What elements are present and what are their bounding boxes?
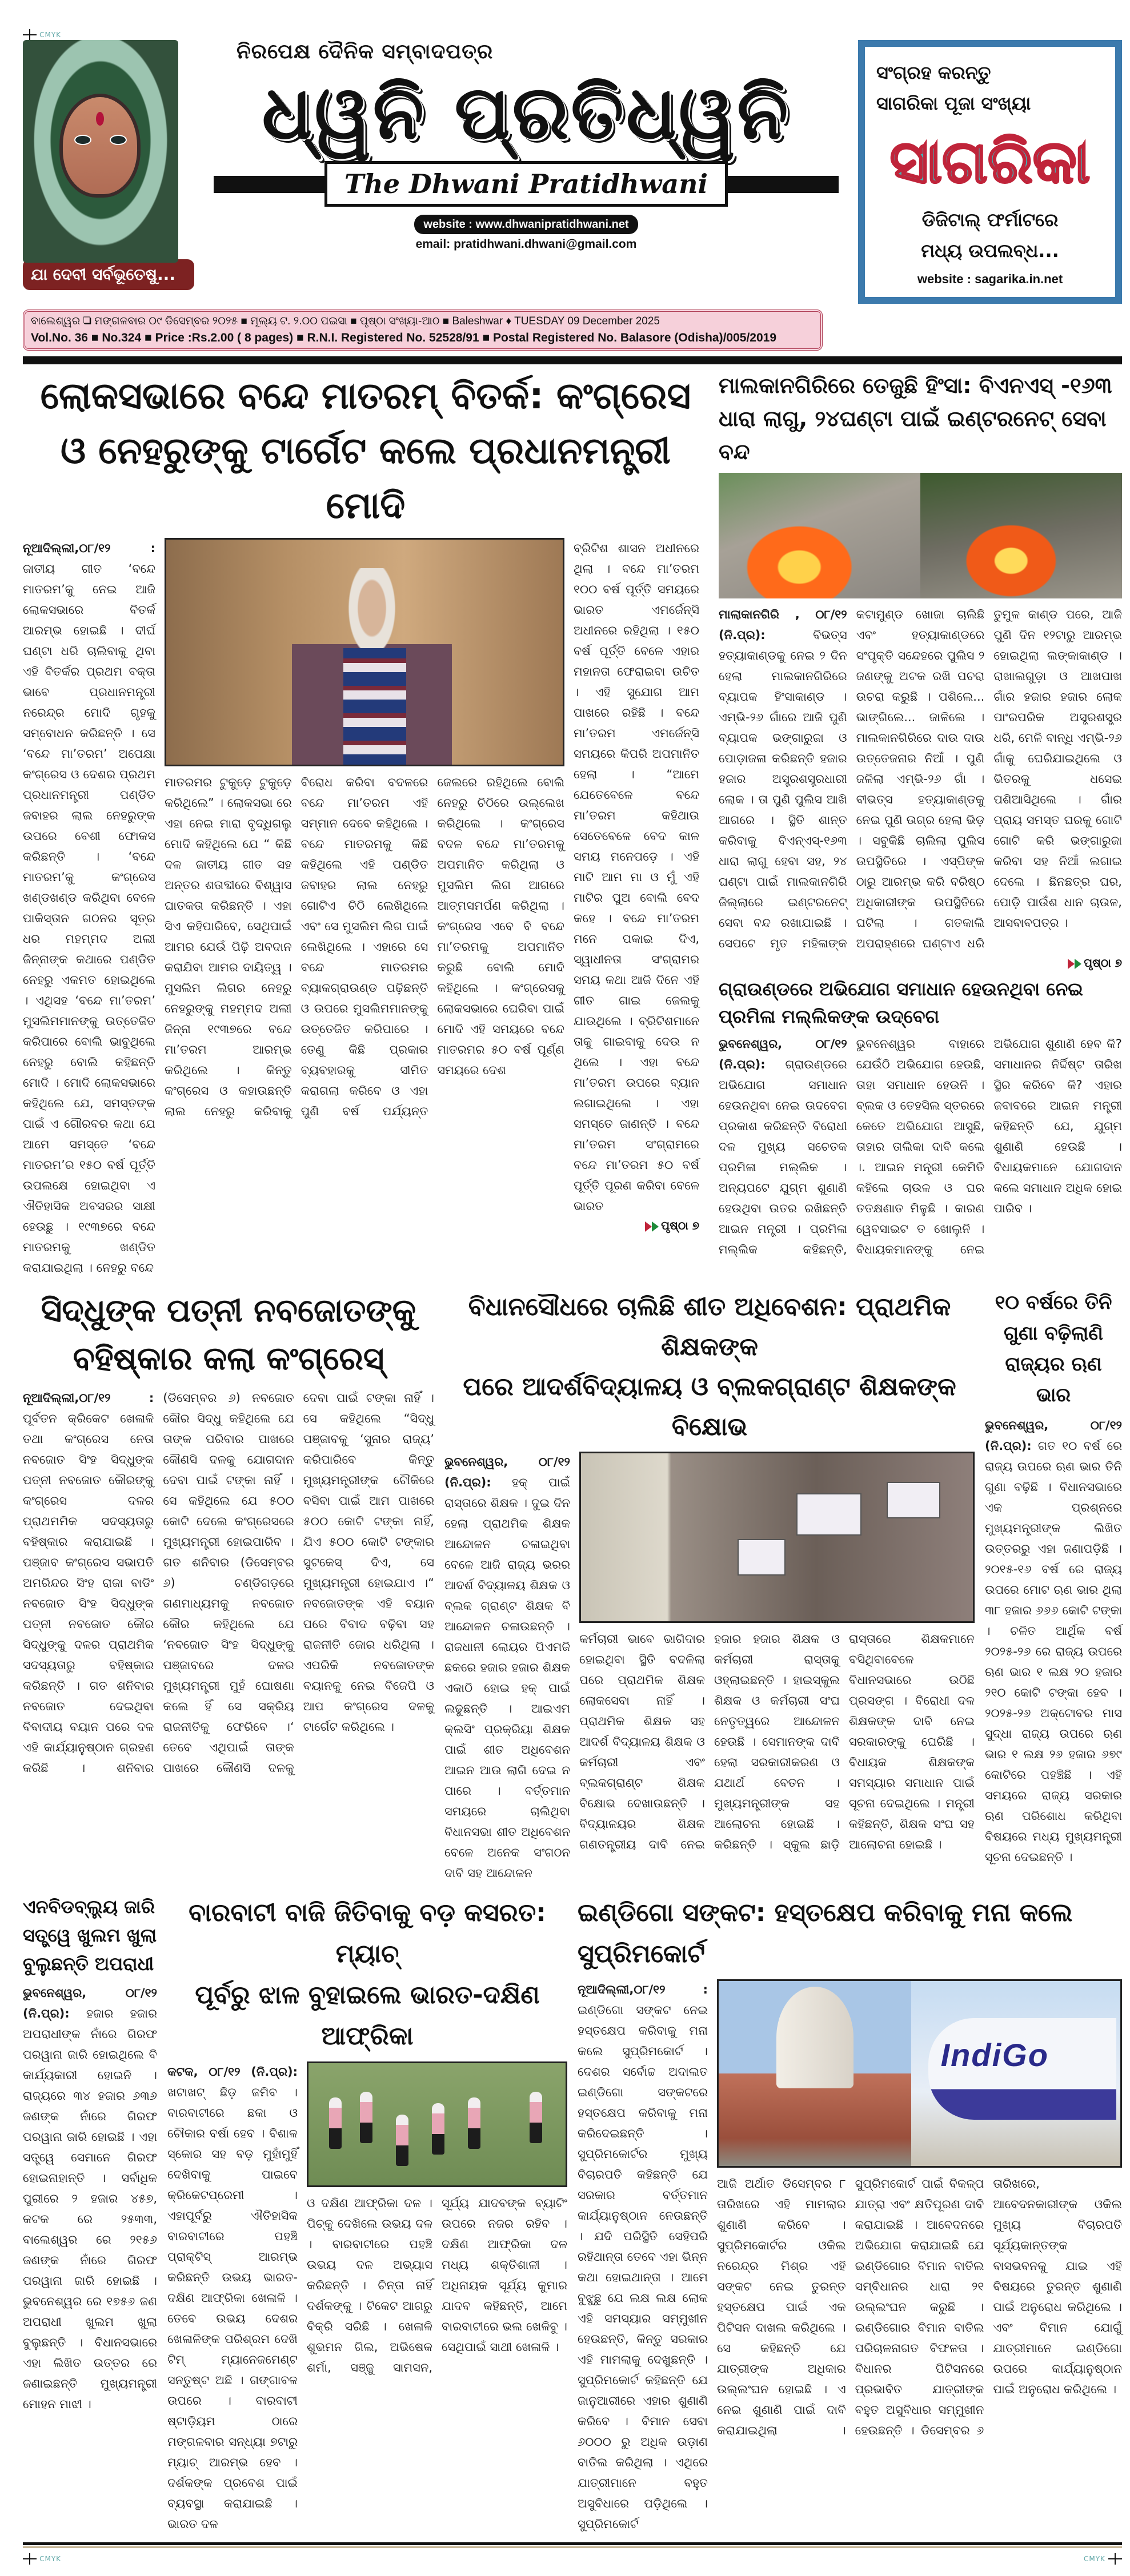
- cricket-col3: ଖେଳାଳି ଶୁଭମନ ଗିଲ, ଅଭିଷେକ ଶର୍ମା, ସଞ୍ଜୁ ସାମସନ, ସୂର୍ଯ୍ୟ ଯାଦବଙ୍କ ବ୍ୟାଟିଂ ଉପରେ ନଜର ରହିବ । ଦକ୍ଷିଣ ଆଫ୍ରିକା ଦଳ ମଧ୍ୟ ଶକ୍ତିଶାଳୀ । ଅଧିନାୟକ ସୂର୍ଯ୍ୟ କୁମାର ଯାଦବ କହିଛନ୍ତି, ଆମେ ବାରବାଟୀରେ ଭଲ ଖେଳିବୁ । ସେଥିପାଇଁ ସାଥୀ ଖେଳାଳି ।: [307, 2196, 567, 2374]
- registration-mark-top-left: [23, 29, 37, 41]
- modi-scarf: [343, 648, 406, 766]
- debt-text: ଗତ ୧୦ ବର୍ଷ ରେ ରାଜ୍ୟ ଉପରେ ଋଣ ଭାର ତିନି ଗୁଣା ବଢ଼ିଛି । ବିଧାନସଭାରେ ଏକ ପ୍ରଶ୍ନରେ ମୁଖ୍ୟମନ୍ତ୍ରୀଙ୍କ ଲିଖିତ ଉତ୍ତରରୁ ଏହା ଜଣାପଡ଼ିଛି । ୨୦୧୫-୧୬ ବର୍ଷ ରେ ରାଜ୍ୟ ଉପରେ ମୋଟ ଋଣ ଭାର ଥିଲା ୩୮ ହଜାର ୬୬୬ କୋଟି ଟଙ୍କା । ଚଳିତ ଆର୍ଥିକ ବର୍ଷ ୨୦୨୫-୨୬ ରେ ରାଜ୍ୟ ଉପରେ ଋଣ ଭାର ୧ ଲକ୍ଷ ୨୦ ହଜାର ୨୧୦ କୋଟି ଟଙ୍କା ହେବ । ୨୦୨୫-୨୬ ଅକ୍ଟୋବର ମାସ ସୁଦ୍ଧା ରାଜ୍ୟ ଉପରେ ଋଣ ଭାର ୧ ଲକ୍ଷ ୨୬ ହଜାର ୬୭୯ କୋଟିରେ ପହଞ୍ଚିଛି । ଏହି ସମୟରେ ରାଜ୍ୟ ସରକାର ଋଣ ପରିଶୋଧ କରିଥିବା ବିଷୟରେ ମଧ୍ୟ ମୁଖ୍ୟମନ୍ତ୍ରୀ ସୂଚନା ଦେଇଛନ୍ତି ।: [985, 1439, 1122, 1864]
- indigo-story: [578, 1892, 1122, 2534]
- sidhu-dateline: ନୂଆଦିଲ୍ଲୀ,୦୮/୧୨ :: [23, 1391, 154, 1405]
- debt-headline: [985, 1287, 1122, 1410]
- malkangiri-body: [719, 604, 1122, 954]
- sagarika-logo: ସାଗରିକା: [889, 127, 1091, 196]
- pramila-col3: ୱେବସାଇଟ ତ ଖୋଲୁନି । ବିଧାୟକମାନଙ୍କୁ ନେଇ ଅଭିଯୋଗ ଶୁଣାଣି ହେବ କି? ସମାଧାନର ନିର୍ଦ୍ଦିଷ୍ଟ ତାରିଖ ସ୍ଥିର କରିବେ କି? ଏହାର ଜବାବରେ ଆଇନ ମନ୍ତ୍ରୀ କହିଛନ୍ତି ଯେ, ଯୁଗ୍ମ ଶୁଣାଣି ହେଉଛି । ବିଧାୟକମାନେ ଯୋଗଦାନ କଲେ ସମାଧାନ ଅଧିକ ହୋଇ ପାରିବ ।: [856, 1037, 1122, 1256]
- burning-goods-image: [719, 473, 920, 598]
- cricket-col2: ଓ ଦକ୍ଷିଣ ଆଫ୍ରିକା ଦଳ । ପିଚ୍‌କୁ ଦେଖିଲେ ଉଭୟ ଦଳ । ବାରବାଟୀରେ ପହଞ୍ଚି ଉଭୟ ଦଳ ଅଭ୍ୟାସ କରିଛନ୍ତି । ଚିନ୍ତା ନାହିଁ ଦର୍ଶକଙ୍କୁ । ଟିକେଟ ଆଗରୁ ବିକ୍ରି ସରିଛି ।: [307, 2196, 432, 2333]
- malkangiri-headline-line2: ଧାରା ଲାଗୁ, ୨୪ଘଣ୍ଟା ପାଇଁ ଇଣ୍ଟରନେଟ୍ ସେବା ବନ୍ଦ: [719, 406, 1107, 464]
- lead-continued-text: ପୃଷ୍ଠା ୭: [661, 1219, 699, 1232]
- sagarika-ad-line4: ମଧ୍ୟ ଉପଲବ୍ଧ...: [921, 240, 1059, 262]
- lead-story-body: [23, 538, 708, 1278]
- print-marks-top: [23, 29, 1122, 40]
- debt-dateline: ଭୁବନେଶ୍ୱର, ୦୮/୧୨ (ନି.ପ୍ର):: [985, 1418, 1122, 1453]
- vidhansoudha-col3: ବିଦ୍ୟାଳୟର ଶିକ୍ଷକ ଗଣତନ୍ତ୍ରୀୟ ଦାବି ନେଇ ହଜାର ହଜାର ଶିକ୍ଷକ ଓ କର୍ମଚାରୀ ରାସ୍ତାକୁ ଓହ୍ଲାଇଛନ୍ତି । ହାଇସ୍କୁଲ ଶିକ୍ଷକ ଓ କର୍ମଚାରୀ ସଂଘ ନେତୃତ୍ୱରେ ଆନ୍ଦୋଳନ ହେଉଛି । ସେମାନଙ୍କ ଦାବି ହେଲା ସରକାରୀକରଣ ଓ ଯଥାର୍ଥ ବେତନ । ମୁଖ୍ୟମନ୍ତ୍ରୀଙ୍କ ସହ ଆଲୋଚନା ହୋଇଛି ।: [579, 1632, 840, 1851]
- sagarika-ad-inner: [865, 47, 1115, 297]
- nbw-headline: [23, 1892, 157, 1978]
- pramila-dateline: ଭୁବନେଶ୍ୱର, ୦୮/୧୨ (ନି.ପ୍ର):: [719, 1037, 847, 1071]
- indigo-col4: ବହୁତ ଅସୁବିଧାର ସମ୍ମୁଖୀନ ହେଉଛନ୍ତି । ଡିସେମ୍ବର ୬ ତାରିଖରେ, ଆବେଦନକାରୀଙ୍କ ଓକିଲ ମୁଖ୍ୟ ବିଚାରପତି ସୂର୍ଯ୍ୟକାନ୍ତଙ୍କ ବାସଭବନକୁ ଯାଇ ଏହି ବିଷୟରେ ତୁରନ୍ତ ଶୁଣାଣି ପାଇଁ ଅନୁରୋଧ କରିଥିଲେ । ଏବଂ ବିମାନ ଯୋଗୁଁ ଯାତ୍ରୀମାନେ ଇଣ୍ଡିଗୋ ଉପରେ କାର୍ଯ୍ୟାନୁଷ୍ଠାନ ପାଇଁ ଅନୁରୋଧ କରିଥିଲେ ।: [855, 2177, 1122, 2437]
- page-bottom-rule: [23, 2542, 1122, 2545]
- pramila-col2: ଭୁବନେଶ୍ୱର ବାହାରେ ଯେଉଁଠି ଅଭିଯୋଗ ହେଉଛି, ତାହା ସମାଧାନ ହେଉନି । ବ୍ଲକ ଓ ତେହସିଲ ସ୍ତରରେ କେତେ ଅଭିଯୋଗ ଆସୁଛି, ତାହାର ତାଲିକା ଦାବି କଲେ ।. ଆଇନ ମନ୍ତ୍ରୀ କେମିତି କହିଲେ ଚାଉଳ ଓ ଘର ତତକ୍ଷଣାତ ମିଳୁଛି । କାରଣ: [856, 1037, 985, 1215]
- cricket-headline-line1: ବାରବାଟୀ ବାଜି ଜିତିବାକୁ ବଡ଼ କସରତ: ମ୍ୟାଚ୍: [189, 1898, 546, 1968]
- vidhansoudha-dateline: ଭୁବନେଶ୍ୱର, ୦୮/୧୨ (ନି.ପ୍ର):: [444, 1455, 570, 1489]
- indigo-col2: ଆଜି ଅର୍ଥାତ ଡିସେମ୍ବର ୮ ତାରିଖରେ ଏହି ମାମଲାର ଶୁଣାଣି କରିବେ । ସୁପ୍ରିମକୋର୍ଟର ଓକିଲ ନରେନ୍ଦ୍ର ମିଶ୍ର ଏହି ସଙ୍କଟ ନେଇ ତୁରନ୍ତ ହସ୍ତକ୍ଷେପ ପାଇଁ ଏକ ପିଟିସନ ଦାଖଲ କରିଥିଲେ । ସେ କହିଛନ୍ତି ଯେ ଯାତ୍ରୀଙ୍କ ଅଧିକାର ଉଲ୍ଲଂଘନ ହୋଇଛି । ଏ ନେଇ ଶୁଣାଣି ପାଇଁ ଦାବି କରାଯାଇଥିଲା । ସୁପ୍ରିମକୋର୍ଟ: [717, 2177, 916, 2437]
- pramila-col1: ଗ୍ରାଉଣ୍ଡରେ ଅଭିଯୋଗ ସମାଧାନ ହେଉନଥିବା ନେଇ ଉଦବେଗ ପ୍ରକାଶ କରିଛନ୍ତି ବିରୋଧୀ ଦଳ ମୁଖ୍ୟ ସଚେତକ ପ୍ରମିଳା ମଲ୍ଲିକ । ଅନ୍ୟପଟେ ଯୁଗ୍ମ ଶୁଣାଣି ହେଉଥିବା ଉତର ରଖିଛନ୍ତି ଆଇନ ମନ୍ତ୍ରୀ । ପ୍ରମିଳା ମଲ୍ଲିକ କହିଛନ୍ତି,: [719, 1058, 847, 1256]
- cricket-story: [167, 1892, 567, 2534]
- indigo-cols-2-4: [717, 2173, 1122, 2441]
- arrow-green-icon: [652, 1221, 659, 1232]
- registration-mark-bottom-left: [23, 2553, 37, 2565]
- nbw-dateline: ଭୁବନେଶ୍ୱର, ୦୮/୧୨ (ନି.ପ୍ର):: [23, 1986, 157, 2020]
- malkangiri-col2: ମହିଳାଙ୍କ କଟାମୁଣ୍ଡ ଖୋଜା ଚାଲିଛି ଏବଂ ହତ୍ୟାକାଣ୍ଡରେ ସଂପୃକ୍ତି ସନ୍ଦେହରେ ପୁଲିସ ୨ ଜଣଙ୍କୁ ଅଟକ ରଖି ପଚରା ଉଚରା କରୁଛି । ପଶିଲେ... ଭାଙ୍ଗିଲେ... ଜାଳିଲେ । ମାଲକାନଗିରିରେ ଦାଉ ଦାଉ ଉତ୍ତେଜନାର ନିଆଁ । ପୁଣି ଜଳିଲା ଏମ୍ଭି-୨୬ ଗାଁ । ବୀଭତ୍ସ ହତ୍ୟାକାଣ୍ଡକୁ ନେଇ ପୁଣି ଉଗ୍ର ହେଲା ଭିଡ଼ । ସବୁକିଛି ଚାଲିଲା ପୁଲିସ ଉପସ୍ଥିତିରେ । ଏସ୍‌ପିଙ୍କ ଠାରୁ ଆରମ୍ଭ କରି ବରିଷ୍ଠ ଅଧିକାରୀଙ୍କ ଉପସ୍ଥିତିରେ ଘଟିଲା । ଗତକାଲି ଅପରାହ୍ଣରେ ଘଣ୍ଟାଏ: [802, 608, 985, 950]
- lead-story: [23, 369, 708, 1278]
- vidhansoudha-text-1: ହକ୍ ପାଇଁ ରାସ୍ତାରେ ଶିକ୍ଷକ । ଦୁଇ ଦିନ ହେଲା ପ୍ରାଥମିକ ଶିକ୍ଷକ ଆନ୍ଦୋଳନ ଚଳାଇଥିବା ବେଳେ ଆଜି ରାଜ୍ୟ ଭରର ଆଦର୍ଶ ବିଦ୍ୟାଳୟ ଶିକ୍ଷକ ଓ ବ୍ଲକ ଗ୍ରାଣ୍ଟ ଶିକ୍ଷକ ବି ଆନ୍ଦୋଳନ ଚଳାଉଛନ୍ତି । ରାଜଧାନୀ ଲୋୟର ପିଏମଜି ଛକରେ ହଜାର ହଜାର ଶିକ୍ଷକ ଏକାଠି ହୋଇ ହକ୍ ପାଇଁ ଲଢୁଛନ୍ତି । ଆଇଏମ କ୍ଲସିଂ ପ୍ରକ୍ରିୟା ଶିକ୍ଷକ ପାଇଁ ଶୀତ ଅଧିବେଶନ ଆଇନ ଆଉ ଲାଗି ଦେଇ ନ ପାରେ । ବର୍ତ୍ତମାନ ସମୟରେ ଚାଲିଥିବା ବିଧାନସଭା ଶୀତ ଅଧିବେଶନ ବେଳେ ଅନେକ ସଂଗଠନ ଦାବି ସହ ଆନ୍ଦୋଳନ: [444, 1476, 570, 1880]
- print-marks-bottom-left: [23, 2553, 61, 2565]
- lead-story-col1: [23, 538, 155, 1278]
- cricket-text-1: ଖଟାଖଟ୍ ଛିଡ଼ ଜମିବ । ବାରବାଟୀରେ ଛକା ଓ ଚୌକାର ବର୍ଷା ହେବ । ବିଶାଳ ସ୍କୋର ସହ ବଡ଼ ମୁହାଁମୁହିଁ ଦେଖିବାକୁ ପାଇବେ କ୍ରିକେଟପ୍ରେମୀ । ଏହାପୂର୍ବରୁ ଐତିହାସିକ ବାରବାଟୀରେ ପହଞ୍ଚି ପ୍ରାକ୍ଟିସ୍ ଆରମ୍ଭ କରିଛନ୍ତି ଉଭୟ ଭାରତ-ଦକ୍ଷିଣ ଆଫ୍ରିକା ଖେଳାଳି । ତେବେ ଉଭୟ ଦେଶର ଖେଳାଳିଙ୍କ ପରିଶ୍ରମ ଦେଖି ଟିମ୍ ମ୍ୟାନେଜମେଣ୍ଟ ସନ୍ତୁଷ୍ଟ ଅଛି । ଗଙ୍ଗାବଳ ଉପରେ । ବାରବାଟୀ ଷ୍ଟାଡ଼ିୟମ ଠାରେ ମଙ୍ଗଳବାର ସନ୍ଧ୍ୟା ୭ଟାରୁ ମ୍ୟାଚ୍ ଆରମ୍ଭ ହେବ । ଦର୍ଶକଙ୍କ ପ୍ରବେଶ ପାଇଁ ବ୍ୟବସ୍ଥା କରାଯାଇଛି । ଭାରତ ଦଳ: [167, 2085, 298, 2531]
- goddess-eye-right: [110, 135, 127, 145]
- vidhansoudha-headline-line1: ବିଧାନସୌଧରେ ଚାଲିଛି ଶୀତ ଅଧିବେଶନ: ପ୍ରାଥମିକ ଶିକ୍ଷକଙ୍କ: [468, 1292, 951, 1361]
- cmyk-label-bottom-left: CMYK: [39, 2555, 62, 2563]
- sagarika-ad-line3: ଡିଜିଟାଲ୍ ଫର୍ମାଟରେ: [921, 209, 1059, 231]
- registration-mark-bottom-right: [1108, 2553, 1122, 2565]
- debt-headline-line2: ଗୁଣା ବଢ଼ିଲାଣି: [1003, 1322, 1104, 1345]
- vidhansoudha-body: [444, 1452, 975, 1883]
- malkangiri-headline: [719, 369, 1122, 468]
- cricket-body: [167, 2061, 567, 2534]
- cmyk-label-top-left: CMYK: [39, 31, 62, 39]
- page-bottom-rule-secondary: [23, 2546, 1122, 2548]
- indigo-logo-graphic: IndiGo: [940, 2037, 1049, 2073]
- malkangiri-col1: ବିଭତ୍ସ ହତ୍ୟାକାଣ୍ଡକୁ ନେଇ ୨ ଦିନ ହେଲା ମାଲକାନଗିରିରେ ବ୍ୟାପକ ହିଂସାକାଣ୍ଡ । ଏମ୍ଭି-୨୬ ଗାଁରେ ଆଜି ପୁଣି ବ୍ୟାପକ ଭଙ୍ଗାରୁଜା ଓ ପୋଡ଼ାଜଳା କରିଛନ୍ତି ହଜାର ହଜାର ଅସ୍ତ୍ରଶସ୍ତ୍ରଧାରୀ ଲୋକ । ତା ପୁଣି ପୁଲିସ ଆଖି ଆଗରେ । ସ୍ଥିତି ଶାନ୍ତ କରିବାକୁ ବିଏନ୍ଏସ୍-୧୬୩ ଧାରା ଲାଗୁ ହେବା ସହ, ୨୪ ଘଣ୍ଟା ପାଇଁ ମାଲକାନଗିରି ଜିଲ୍ଲାରେ ଇଣ୍ଟରନେଟ୍ ସେବା ବନ୍ଦ ରଖାଯାଇଛି । ସେପଟେ ମୃତ: [719, 628, 847, 950]
- vidhansoudha-cols-2-4: [579, 1629, 975, 1855]
- masthead-tagline: ନିରପେକ୍ଷ ଦୈନିକ ସମ୍ବାଦପତ୍ର: [237, 40, 494, 63]
- sidhu-headline-line2: ବହିଷ୍କାର କଲା କଂଗ୍ରେସ୍: [73, 1340, 384, 1377]
- vidhansoudha-headline: [444, 1287, 975, 1447]
- goddess-face: [63, 97, 137, 194]
- vidhansoudha-right: [579, 1452, 975, 1883]
- goddess-durga-image: [23, 40, 178, 263]
- nbw-headline-line1: ଏନବିଡବ୍ଲ୍ୟୁ ଜାରି: [23, 1896, 155, 1918]
- malkangiri-continued-text: ପୃଷ୍ଠା ୭: [1084, 956, 1122, 970]
- supreme-court-building: [719, 1981, 911, 2166]
- title-english-block: [214, 161, 839, 208]
- nbw-headline-line3: ବୁଲୁଛନ୍ତି ଅପରାଧୀ: [23, 1953, 154, 1975]
- malkangiri-dateline: ମାଲାକାନଗିରି , ୦୮/୧୨ (ନି.ପ୍ର):: [719, 608, 847, 642]
- section-middle-stories: [23, 1287, 1122, 1883]
- cricket-headline: [167, 1892, 567, 2057]
- arrow-red-icon: [645, 1221, 652, 1232]
- malkangiri-violence-photo: [719, 473, 1122, 598]
- devi-caption: ଯା ଦେବୀ ସର୍ବଭୂତେଷୁ...: [23, 259, 194, 290]
- arrow-red-icon: [1068, 959, 1075, 969]
- issue-info-english-line: Vol.No. 36 ■ No.324 ■ Price :Rs.2.00 ( 8 pages) ■ R.N.I. Registered No. 52528/91 ■ Postal Registered No. Balasore (Odisha)/005/2019: [31, 331, 777, 344]
- pramila-body: [719, 1034, 1122, 1260]
- indigo-col1: [578, 1979, 708, 2534]
- issue-info-box: [23, 310, 823, 351]
- vidhansoudha-story: [444, 1287, 975, 1883]
- player-figure: [329, 2097, 342, 2149]
- debt-body: [985, 1415, 1122, 1867]
- goddess-bindi: [96, 112, 104, 126]
- nbw-story: [23, 1892, 157, 2414]
- cricket-cols-2-3: [307, 2193, 567, 2378]
- player-figure: [468, 2097, 480, 2149]
- teachers-protest-photo: [579, 1452, 975, 1623]
- lead-story-cols-2-4: [165, 772, 564, 1122]
- newspaper-title-english: The Dhwani Pratidhwani: [324, 161, 728, 207]
- lead-headline: [23, 369, 708, 533]
- cmyk-label-bottom-right: CMYK: [1083, 2555, 1105, 2563]
- lead-continued-marker[interactable]: [574, 1219, 699, 1232]
- vidhansoudha-col1: [444, 1452, 570, 1883]
- goddess-eye-left: [74, 135, 91, 145]
- debt-headline-line3: ରାଜ୍ୟର ଋଣ ଭାର: [1005, 1353, 1102, 1406]
- indigo-aircraft: [911, 1981, 1120, 2166]
- indigo-right: [717, 1979, 1122, 2534]
- cricket-practice-photo: [307, 2061, 567, 2187]
- sagarika-website-link[interactable]: website : sagarika.in.net: [917, 272, 1063, 286]
- nbw-body: [23, 1983, 157, 2414]
- section-top-stories: [23, 369, 1122, 1278]
- indigo-body: [578, 1979, 1122, 2534]
- player-figure: [432, 2103, 444, 2155]
- print-marks-bottom: [23, 2553, 1122, 2565]
- lead-story-col5-wrap: [574, 538, 699, 1278]
- sagarika-ad-line1: ସଂଗ୍ରହ କରନ୍ତୁ: [876, 62, 991, 83]
- print-marks-bottom-right: [1084, 2553, 1122, 2565]
- indigo-text-1: ଇଣ୍ଡିଗୋ ସଙ୍କଟ ନେଇ ହସ୍ତକ୍ଷେପ କରିବାକୁ ମନା କଲେ ସୁପ୍ରିମକୋର୍ଟ । ଦେଶର ସର୍ବୋଚ୍ଚ ଅଦାଲତ ଇଣ୍ଡିଗୋ ସଙ୍କଟରେ ହସ୍ତକ୍ଷେପ କରିବାକୁ ମନା କରିଦେଇଛନ୍ତି । ସୁପ୍ରିମକୋର୍ଟର ମୁଖ୍ୟ ବିଚାରପତି କହିଛନ୍ତି ଯେ ସରକାର ବର୍ତ୍ତମାନ କାର୍ଯ୍ୟାନୁଷ୍ଠାନ ନେଉଛନ୍ତି । ଯଦି ପରିସ୍ଥିତି ସେହିପରି ରହିଥାନ୍ତା ତେବେ ଏହା ଭିନ୍ନ କଥା ହୋଇଥାନ୍ତା । ଆମେ ବୁଝୁଛୁ ଯେ ଲକ୍ଷ ଲକ୍ଷ ଲୋକ ଏହି ସମସ୍ୟାର ସମ୍ମୁଖୀନ ହେଉଛନ୍ତି, କିନ୍ତୁ ସରକାର ଏହି ମାମଲାକୁ ଦେଖୁଛନ୍ତି । ସୁପ୍ରିମକୋର୍ଟ କହିଛନ୍ତି ଯେ ଜାନୁଆରୀରେ ଏହାର ଶୁଣାଣି କରିବେ । ବିମାନ ସେବା ୬୦୦୦ ରୁ ଅଧିକ ଉଡ଼ାଣ ବାତିଲ କରିଥିଲା । ଏଥିରେ ଯାତ୍ରୀମାନେ ବହୁତ ଅସୁବିଧାରେ ପଡ଼ିଥିଲେ । ସୁପ୍ରିମକୋର୍ଟ: [578, 2003, 708, 2531]
- malkangiri-col3: ଧରି ତୁମୁଳ କାଣ୍ଡ ପରେ, ଆଜି ପୁଣି ଦିନ ୧୨ଟାରୁ ଆରମ୍ଭ ହୋଇଥିଲା ଲଙ୍କାକାଣ୍ଡ । ରାଖାଲଗୁଡ଼ା ଓ ଆଖପାଖ ଗାଁର ହଜାର ହଜାର ଲୋକ ପାଂରପରିକ ଅସ୍ତ୍ରଶସ୍ତ୍ର ଧରି, ମେଳି ବାନ୍ଧି ଏମ୍ଭି-୨୬ ଗାଁକୁ ଘେରିଯାଇଥିଲେ ଓ ଭିତରକୁ ଧସେଇ ପଶିଆସିଥିଲେ । ଗାଁର ପ୍ରାୟ ସମସ୍ତ ଘରକୁ ଗୋଟି ଗୋଟି କରି ଭଙ୍ଗାରୁଜା କରିବା ସହ ନିଆଁ ଲଗାଇ ଦେଲେ । ଛିନଛତ୍ର ଘର, ପୋଡ଼ି ପାଉଁଶ ଧାନ ଚାଉଳ, ଆସବାବପତ୍ର ।: [967, 608, 1122, 950]
- debt-story: [985, 1287, 1122, 1867]
- sidhu-headline-line1: ସିଦ୍ଧୁଙ୍କ ପତ୍ନୀ ନବଜୋତଙ୍କୁ: [41, 1292, 416, 1329]
- supreme-court-dome: [776, 1987, 853, 2088]
- malkangiri-headline-line1: ମାଲକାନଗିରିରେ ତେଜୁଛି ହିଂସା: ବିଏନଏସ୍ -୧୬୩: [719, 373, 1112, 398]
- vidhansoudha-headline-line2: ପରେ ଆଦର୍ଶବିଦ୍ୟାଳୟ ଓ ବ୍ଲକଗ୍ରାଣ୍ଟ ଶିକ୍ଷକଙ୍କ ବିକ୍ଷୋଭ: [463, 1372, 956, 1441]
- newspaper-title-odia: ଧ୍ୱନି ପ୍ରତିଧ୍ୱନି: [262, 69, 791, 156]
- email-link[interactable]: email: pratidhwani.dhwani@gmail.com: [415, 238, 637, 251]
- sidhu-col2: କରିଛି । ଶନିବାର (ଡିସେମ୍ବର ୬) ନବଜୋତ କୌର ସିଦ୍ଧୁ କହିଥିଲେ ଯେ ତାଙ୍କ ପରିବାର ପାଖରେ କୌଣସି ଦଳକୁ ଯୋଗଦାନ ଦେବା ପାଇଁ ଟଙ୍କା ନାହିଁ । ସେ କହିଥିଲେ ଯେ ୫୦୦ କୋଟି ଦେଲେ କଂଗ୍ରେସରେ ମୁଖ୍ୟମନ୍ତ୍ରୀ ହୋଇପାରିବ । ଗତ ଶନିବାର (ଡିସେମ୍ବର ୬) ଚଣ୍ଡିଗଡ଼ରେ ଗଣମାଧ୍ୟମକୁ ନବଜୋତ କୌର କହିଥିଲେ ଯେ ‘ନବଜୋତ ସିଂହ ସିଦ୍ଧୁଙ୍କୁ ପଞ୍ଜାବରେ ଦଳର ମୁଖ୍ୟମନ୍ତ୍ରୀ ମୁହଁ ଘୋଷଣା କଲେ ହିଁ ସେ ସକ୍ରିୟ ରାଜନୀତିକୁ ଫେରିବେ ।‘ ତେବେ ଏଥିପାଇଁ: [23, 1391, 294, 1775]
- protest-placard: [738, 1539, 786, 1576]
- indigo-headline: ଇଣ୍ଡିଗୋ ସଙ୍କଟ: ହସ୍ତକ୍ଷେପ କରିବାକୁ ମନା କଲେ ସୁପ୍ରିମକୋର୍ଟ: [578, 1898, 1073, 1968]
- issue-info-odia-line: ବାଲେଶ୍ୱର ❑ ମଙ୍ଗଳବାର ୦୯ ଡିସେମ୍ବର ୨୦୨୫ ■ ମୂଲ୍ୟ ଟ. ୨.୦୦ ପଇସା ■ ପୃଷ୍ଠା ସଂଖ୍ୟା-ଆଠ ■ Baleshwar ♦ TUESDAY 09 December 2025: [31, 315, 660, 327]
- lead-story-col2: ମାତରମର ଟୁକୁଡ଼େ ଟୁକୁଡ଼େ କରିଥିଲେ” । ଲୋକସଭା ରେ ଏହା ନେଇ ମାରା ବୃଦ୍ଧିଗଲୁ ମୋଦି କହିଥିଲେ ଯେ “ କିଛି ଦଳ ଜାତୀୟ ଗୀତ ସହ ଅନ୍ତର ଶତାବ୍ଦୀରେ ବିଶ୍ୱାସ ଘାତକତା କରିଛନ୍ତି । ଏହା ସିଏ କହିପାରିବେ, ସେଥିପାଇଁ ଆମର ଯେଉଁ ପିଢ଼ି ଅବଦାନ କରାଯିବା ଆମର ଦାୟିତ୍ୱ । ମୁସଲିମ ଲିଗର ନେହରୁ ନେହରୁଙ୍କୁ ମହମ୍ମଦ ଅଲୀ ଜିନ୍ନା ୧୯୩୭ରେ ବନ୍ଦେ ମା’ତରମ ଆରମ୍ଭ କରିଥିଲେ । କିନ୍ତୁ କଂଗ୍ରେସ: [165, 775, 292, 1098]
- player-figure: [396, 2115, 408, 2166]
- lead-text-1: ଜାତୀୟ ଗୀତ ‘ବନ୍ଦେ ମାତରମ’କୁ ନେଇ ଆଜି ଲୋକସଭାରେ ବିତର୍କ ଆରମ୍ଭ ହୋଇଛି । ଦୀର୍ଘ ଘଣ୍ଟା ଧରି ଚାଲିବାକୁ ଥିବା ଏହି ବିତର୍କର ପ୍ରଥମ ବକ୍ତା ଭାବେ ପ୍ରଧାନମନ୍ତ୍ରୀ ନରେନ୍ଦ୍ର ମୋଦି ଗୃହକୁ ସମ୍ବୋଧନ କରିଛନ୍ତି । ସେ ‘ବନ୍ଦେ ମା’ତରମ’ ଅପେକ୍ଷା କଂଗ୍ରେସ ଓ ଦେଶର ପ୍ରଥମ ପ୍ରଧାନମନ୍ତ୍ରୀ ପଣ୍ଡିତ ଜବାହର ଲାଲ ନେହରୁଙ୍କ ଉପରେ ବେଶୀ ଫୋକସ କରିଛନ୍ତି । ‘ବନ୍ଦେ ମାତରମ’କୁ କଂଗ୍ରେସ ଖଣ୍ଡଖଣ୍ଡ କରିଥିବା ବେଳେ ପାକିସ୍ତାନ ଗଠନର ସୂତ୍ର ଧର ମହମ୍ମଦ ଅଲୀ ଜିନ୍ନାଙ୍କ କଥାରେ ପଣ୍ଡିତ ନେହରୁ ଏକମତ ହୋଇଥିଲେ । ଏଥିସହ ‘ବନ୍ଦେ ମା’ତରମ’ ମୁସଲିମମାନଙ୍କୁ ଉତ୍ତେଜିତ କରିପାରେ ବୋଲି ଭାବୁଥିଲେ ନେହରୁ ବୋଲି କହିଛନ୍ତି ମୋଦି । ମୋଦି ଲୋକସଭାରେ କହିଥିଲେ ଯେ, ସମସ୍ତଙ୍କ ପାଇଁ ଏ ଗୌରବର କଥା ଯେ ଆମେ ସମସ୍ତେ ‘ବନ୍ଦେ ମାତରମ’ର ୧୫୦ ବର୍ଷ ପୂର୍ତ୍ତି ଉପଲକ୍ଷେ ହୋଇଥିବା ଏ ଐତିହାସିକ ଅବସରର ସାକ୍ଷୀ ହେଉଛୁ । ୧୯୩୭ରେ ବନ୍ଦେ ମାତରମକୁ ଖଣ୍ଡିତ କରାଯାଇଥିଲା । ନେହରୁ ବନ୍ଦେ: [23, 562, 155, 1275]
- sagarika-ad-line2: ସାଗରିକା ପୂଜା ସଂଖ୍ୟା: [876, 93, 1031, 114]
- debt-headline-line1: ୧୦ ବର୍ଷରେ ତିନି: [995, 1291, 1112, 1314]
- right-column-stories: [719, 369, 1122, 1260]
- sidhu-body: [23, 1388, 434, 1778]
- sagarika-advertisement[interactable]: [858, 40, 1122, 304]
- vidhansoudha-col2: କର୍ମଚାରୀ ଭାବେ ଭାଗିଦାର ହୋଇଥିବା ସ୍ଥିତି ବଦଳିଲା ପରେ ପ୍ରାଥମିକ ଶିକ୍ଷକ ଲୋକସେବା ନାହିଁ । ପ୍ରାଥମିକ ଶିକ୍ଷକ ସହ ଆଦର୍ଶ ବିଦ୍ୟାଳୟ ଶିକ୍ଷକ ଓ କର୍ମଚାରୀ ଏବଂ ବ୍ଲକଗ୍ରାଣ୍ଟ ଶିକ୍ଷକ ବିକ୍ଷୋଭ ଦେଖାଉଛନ୍ତି ।: [579, 1632, 705, 1810]
- section-bottom-stories: [23, 1892, 1122, 2534]
- lead-dateline: ନୂଆଦିଲ୍ଲୀ,୦୮/୧୨ :: [23, 541, 155, 555]
- player-figure: [360, 2092, 372, 2143]
- lead-story-col3: ଓ କହାଉଛନ୍ତି ଲାଲ ନେହରୁ କରିବାକୁ ବିରୋଧ କରିବା ବଦଳରେ ବନ୍ଦେ ମା’ତରମ ଏହି ସମ୍ମାନ ଦେବେ କହିଥିଲେ । ବନ୍ଦେ ମାତରମକୁ କିଛି କହିଥିଲେ ଏହି ପଣ୍ଡିତ ଜବାହର ଲାଲ ନେହରୁ ଗୋଟିଏ ଚିଠି ଲେଖିଥିଲେ ଏବଂ ସେ ମୁସଲିମ ଲିଗ ପାଇଁ ଲେଖିଥିଲେ । ଏହାରେ ସେ ବନ୍ଦେ ମାତରମର ବ୍ୟାକଗ୍ରାଉଣ୍ଡ ପଢ଼ିଛନ୍ତି ଓ ଉପରେ ମୁସଲିମମାନଙ୍କୁ ଉତ୍ତେଜିତ କରିପାରେ । ତେଣୁ କିଛି ପ୍ରକାର ବ୍ୟବହାରକୁ ସୀମିତ କରାଗଲା: [165, 775, 428, 1118]
- arrow-green-icon: [1075, 959, 1081, 969]
- lead-story-middle: [165, 538, 564, 1278]
- cricket-right: [307, 2061, 567, 2534]
- lead-story-col4: କରିବେ ଓ ଏହା ପୁଣି ବର୍ଷ ପର୍ଯ୍ୟନ୍ତ ଜେଲରେ ରହିଥିଲେ ବୋଲି ନେହରୁ ଚିଠିରେ ଉଲ୍ଲେଖ କରିଥିଲେ । କଂଗ୍ରେସ ବଦଳ ବନ୍ଦେ ମା’ତରମକୁ ଅପମାନିତ କରିଥିଲା ଓ ମୁସଲିମ ଲିଗ ଆଗରେ ଆତ୍ମସମର୍ପଣ କରିଥିଲା । କଂଗ୍ରେସ ଏବେ ବି ବନ୍ଦେ ମା’ତରମକୁ ଅପମାନିତ କରୁଛି ବୋଲି ମୋଦି କହିଥିଲେ । କଂଗ୍ରେସକୁ ଲୋକସଭାରେ ଘେରିବା ପାଇଁ ମୋଦି ଏହି ସମୟରେ ବନ୍ଦେ ମାତରମର ୫୦ ବର୍ଷ ପୂର୍ଣ୍ଣ ସମୟରେ ଦେଶ: [300, 775, 564, 1118]
- masthead: [23, 40, 1122, 304]
- player-figure: [530, 2092, 542, 2143]
- protest-placard: [887, 1482, 940, 1518]
- malkangiri-continued-marker[interactable]: [719, 956, 1122, 970]
- indigo-dateline: ନୂଆଦିଲ୍ଲୀ,୦୮/୧୨ :: [578, 1983, 708, 1996]
- protest-placard: [796, 1493, 861, 1536]
- website-link[interactable]: website : www.dhwanipratidhwani.net: [414, 215, 638, 234]
- sidhu-col3: ତାଙ୍କ ପାଖରେ କୌଣସି ଦଳକୁ ଦେବା ପାଇଁ ଟଙ୍କା ନାହିଁ । ସେ କହିଥିଲେ “ସିଦ୍ଧୁ ପଞ୍ଜାବକୁ ‘ସୁନାର ରାଜ୍ୟ’ କରିପାରିବେ କିନ୍ତୁ ମୁଖ୍ୟମନ୍ତ୍ରୀଙ୍କ ଚୌକିରେ ବସିବା ପାଇଁ ଆମ ପାଖରେ ୫୦୦ କୋଟି ଟଙ୍କା ନାହିଁ, ଯିଏ ୫୦୦ କୋଟି ଟଙ୍କାର ସୁଟକେସ୍ ଦିଏ, ସେ ମୁଖ୍ୟମନ୍ତ୍ରୀ ହୋଇଯାଏ ।“ ନବଜୋତଙ୍କ ଏହି ବୟାନ ପରେ ବିବାଦ ବଢ଼ିବା ସହ ରାଜନୀତି ଜୋର ଧରିଥିଲା । ଏପରିକି ନବଜୋତଙ୍କ ବୟାନକୁ ନେଇ ବିଜେପି ଓ ଆପ କଂଗ୍ରେସ ଦଳକୁ ଟାର୍ଗେଟ କରିଥିଲେ ।: [163, 1391, 434, 1775]
- vidhansoudha-col4: କରିଛନ୍ତି । ସ୍କୁଲ ଛାଡ଼ି ରାସ୍ତାରେ ଶିକ୍ଷକମାନେ ବସିଥିବାବେଳେ ବିଧାନସଭାରେ ଉଠିଛି ପ୍ରସଙ୍ଗ । ବିରୋଧୀ ଦଳ ଶିକ୍ଷକଙ୍କ ଦାବି ନେଇ ସରକାରଙ୍କୁ ଘେରିଛି । ବିଧାୟକ ଶିକ୍ଷକଙ୍କ ସମସ୍ୟାର ସମାଧାନ ପାଇଁ ସୂଚନା ଦେଇଥିଲେ । ମନ୍ତ୍ରୀ କହିଛନ୍ତି, ଶିକ୍ଷକ ସଂଘ ସହ ଆଲୋଚନା ହୋଇଛି ।: [714, 1632, 975, 1851]
- lead-story-col5: ବ୍ରିଟିଶ ଶାସନ ଅଧୀନରେ ଥିଲା । ବନ୍ଦେ ମା’ତରମ ୧୦୦ ବର୍ଷ ପୂର୍ତ୍ତି ସମୟରେ ଭାରତ ଏମର୍ଜେନ୍ସି ଅଧୀନରେ ରହିଥିଲା । ୧୫୦ ବର୍ଷ ପୂର୍ତ୍ତି ବେଳେ ଏହାର ମହାନତା ଫେରାଇବା ଉଚିତ । ଏହି ସୁଯୋଗ ଆମ ପାଖରେ ରହିଛି । ବନ୍ଦେ ମା’ତରମ ଏମର୍ଜେନ୍ସି ସମୟରେ କିପରି ଅପମାନିତ ହେଲା । “ଆମେ ଯେତେବେଳେ ବନ୍ଦେ ମା’ତରମ କହିଥାଉ ସେତେବେଳେ ବେଦ କାଳ ସମୟ ମନେପଡ଼େ । ଏହି ମାଟି ଆମ ମା ଓ ମୁଁ ଏହି ମାଟିର ପୁଅ ବୋଲି ବେଦ କହେ । ବନ୍ଦେ ମା’ତରମ ମନେ ପକାଇ ଦିଏ, ସ୍ୱାଧୀନତା ସଂଗ୍ରାମର ସମୟ କଥା ଆଜି ଦିନେ ଏହି ଗୀତ ଗାଇ ଜେଲକୁ ଯାଉଥିଲେ । ବ୍ରିଟିଶମାନେ ତାକୁ ଗାଇବାକୁ ଦେଉ ନ ଥିଲେ । ଏହା ବନ୍ଦେ ମା’ତରମ ଉପରେ ବ୍ୟାନ ଲଗାଇଥିଲେ । ଏହା ସମସ୍ତେ ଜାଣନ୍ତି । ବନ୍ଦେ ମା’ତରମ ସଂଗ୍ରାମରେ ବନ୍ଦେ ମା’ତରମ ୫୦ ବର୍ଷ ପୂର୍ତ୍ତି ପୂରଣ କରିବା ବେଳେ ଭାରତ: [574, 541, 699, 1213]
- cricket-headline-line2: ପୂର୍ବରୁ ଝାଳ ବୁହାଇଲେ ଭାରତ-ଦକ୍ଷିଣ ଆଫ୍ରିକା: [195, 1980, 540, 2051]
- burning-house-image: [920, 473, 1122, 598]
- nbw-text: ହଜାର ହଜାର ଅପରାଧୀଙ୍କ ନାଁରେ ଗିରଫ ପରୱାନା ଜାରି ହୋଇଥିଲେ ବି କାର୍ଯ୍ୟକାରୀ ହୋଇନି । ରାଜ୍ୟରେ ୩୪ ହଜାର ୬୩୬ ଜଣଙ୍କ ନାଁରେ ଗିରଫ ପରୱାନା ଜାରି ହୋଇଛି । ଏହା ସତ୍ତ୍ୱେ ସେମାନେ ଗିରଫ ହୋଇନାହାନ୍ତି । ସର୍ବାଧିକ ପୁରୀରେ ୨ ହଜାର ୪୫୭, କଟକ ରେ ୨୫୩୩, ବାଲେଶ୍ୱର ରେ ୨୧୫୬ ଜଣଙ୍କ ନାଁରେ ଗିରଫ ପରୱାନା ଜାରି ହୋଇଛି । ଭୁବନେଶ୍ୱର ରେ ୧୭୫୬ ଜଣ ଅପରାଧୀ ଖୁଲମ ଖୁଲା ବୁଲୁଛନ୍ତି । ବିଧାନସଭାରେ ଏହା ଲିଖିତ ଉତ୍ତର ରେ ଜଣାଇଛନ୍ତି ମୁଖ୍ୟମନ୍ତ୍ରୀ ମୋହନ ମାଝୀ ।: [23, 2007, 157, 2411]
- pramila-headline: ଗ୍ରାଉଣ୍ଡରେ ଅଭିଯୋଗ ସମାଧାନ ହେଉନଥିବା ନେଇ ପ୍ରମିଳା ମଲ୍ଲିକଙ୍କ ଉଦ୍‌ବେଗ: [719, 978, 1083, 1027]
- modi-lok-sabha-photo: [165, 538, 564, 766]
- nbw-headline-line2: ସତ୍ତ୍ୱେ ଖୁଲମ ଖୁଲା: [23, 1924, 157, 1946]
- masthead-divider: [23, 356, 1122, 364]
- sidhu-col1: ପୂର୍ବତନ କ୍ରିକେଟ ଖେଳାଳି ତଥା କଂଗ୍ରେସ ନେତା ନବଜୋତ ସିଂହ ସିଦ୍ଧୁଙ୍କ ପତ୍ନୀ ନବଜୋତ କୌରଙ୍କୁ କଂଗ୍ରେସ ଦଳର ପ୍ରାଥମମିକ ସଦସ୍ୟତାରୁ ବହିଷ୍କାର କରାଯାଇଛି । ପଞ୍ଜାବ କଂଗ୍ରେସ ସଭାପତି ଅମରିନ୍ଦର ସିଂହ ରାଜା ବାଡିଂ ନବଜୋତ ସିଂହ ସିଦ୍ଧୁଙ୍କ ପତ୍ନୀ ନବଜୋତ କୌର ସିଦ୍ଧୁଙ୍କୁ ଦଳର ପ୍ରାଥମିକ ସଦସ୍ୟତାରୁ ବହିଷ୍କାର କରିଛନ୍ତି । ଗତ ଶନିବାର ନବଜୋତ ଦେଇଥିବା ବିବାଦୀୟ ବୟାନ ପରେ ଦଳ ଏହି କାର୍ଯ୍ୟାନୁଷ୍ଠାନ ଗ୍ରହଣ: [23, 1412, 154, 1754]
- sidhu-headline: [23, 1287, 434, 1383]
- lead-headline-line1: ଲୋକସଭାରେ ବନ୍ଦେ ମାତରମ୍ ବିତର୍କ: କଂଗ୍ରେସ: [40, 375, 691, 417]
- cricket-dateline: କଟକ, ୦୮/୧୨ (ନି.ପ୍ର):: [167, 2065, 298, 2079]
- cricket-col1: [167, 2061, 298, 2534]
- sidhu-story: [23, 1287, 434, 1778]
- lead-headline-line2: ଓ ନେହରୁଙ୍କୁ ଟାର୍ଗେଟ କଲେ ପ୍ରଧାନମନ୍ତ୍ରୀ ମୋଦି: [61, 430, 671, 527]
- indigo-col3: ପାଇଁ ବିକଳ୍ପ ଯାତ୍ରା ଏବଂ କ୍ଷତିପୂରଣ ଦାବି କରାଯାଇଛି । ଆବେଦନରେ ଅଭିଯୋଗ କରାଯାଇଛି ଯେ ଇଣ୍ଡିଗୋର ବିମାନ ବାତିଲ ସମ୍ବିଧାନର ଧାରା ୨୧ ଉଲ୍ଲଂଘନ କରୁଛି । ଇଣ୍ଡିଗୋର ବିମାନ ବାତିଲ ପରିଚାଳନାଗତ ବିଫଳତା । ବିଧାନର ପିଟିସନରେ ପ୍ରଭାବିତ ଯାତ୍ରୀଙ୍କ: [855, 2177, 984, 2396]
- masthead-center: [202, 40, 850, 251]
- supreme-court-indigo-photo: [717, 1979, 1122, 2168]
- masthead-left: [23, 40, 194, 290]
